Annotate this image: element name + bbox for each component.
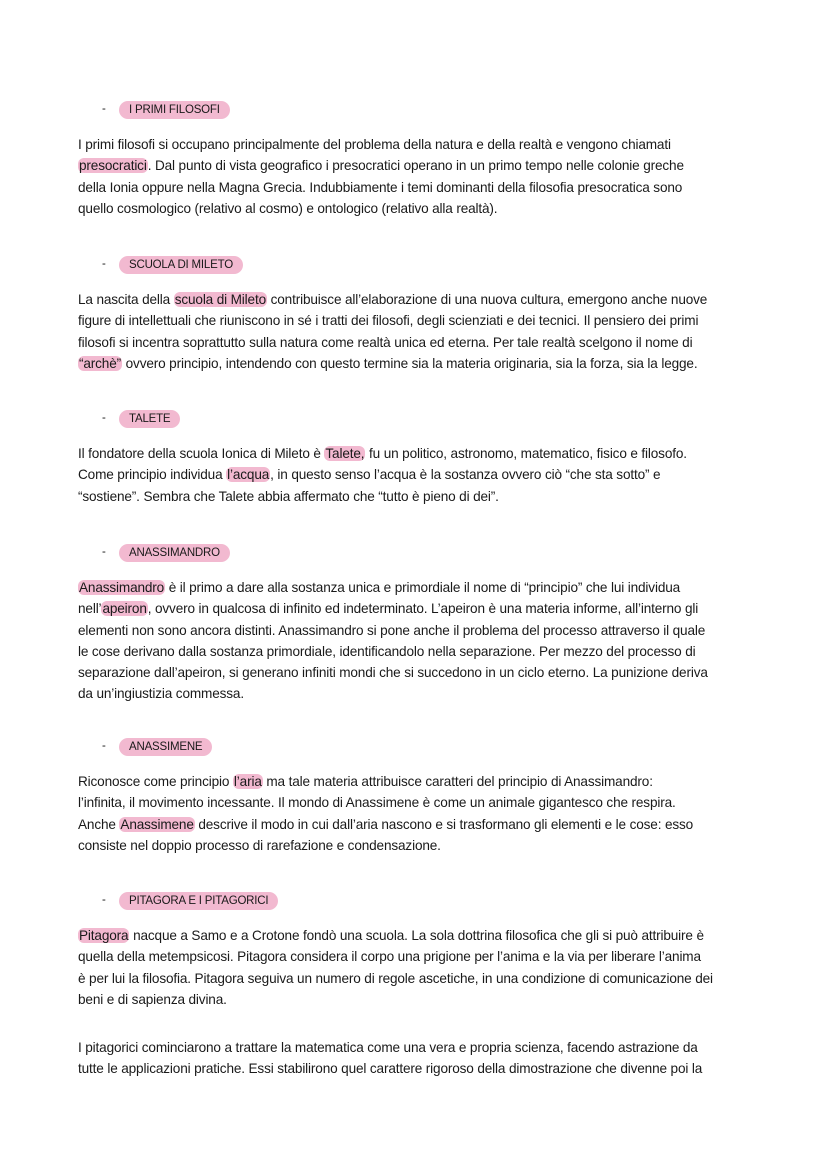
paragraph: [78, 443, 687, 507]
highlighted-term: l’acqua: [227, 467, 270, 483]
bullet-dash: -: [102, 894, 106, 906]
text-line: [78, 598, 708, 619]
paragraph: [78, 1037, 702, 1080]
text-line: [78, 968, 713, 989]
text-span: quello cosmologico (relativo al cosmo) e ontologico (relativo alla realtà).: [78, 200, 498, 216]
highlighted-term: scuola di Mileto: [174, 292, 266, 307]
text-line: [78, 925, 713, 946]
text-span: , ovvero in qualcosa di infinito ed indeterminato. L’apeiron è una materia informe, all’interno gli: [147, 601, 699, 617]
text-line: [78, 1058, 702, 1079]
section-i-primi-filosofi: [78, 101, 758, 216]
text-line: [78, 134, 684, 155]
text-span: Anche: [78, 816, 120, 832]
text-span: Riconosce come principio: [78, 774, 233, 789]
text-line: [78, 577, 708, 598]
text-line: [78, 289, 707, 310]
text-span: fu un politico, astronomo, matematico, fisico e filosofo.: [365, 446, 687, 461]
text-span: elementi non sono ancora distinti. Anassimandro si pone anche il problema del processo attraverso il quale: [78, 622, 706, 638]
text-line: [78, 662, 708, 683]
section-scuola-di-mileto: [78, 256, 758, 371]
text-span: beni e di sapienza divina.: [78, 991, 227, 1007]
text-line: [78, 177, 684, 198]
section-anassimene: [78, 738, 758, 853]
text-span: da un’ingiustizia commessa.: [78, 686, 244, 702]
text-span: separazione dall’apeiron, si generano infiniti mondi che si succedono in un ciclo eterno. La punizione deriva: [78, 665, 708, 681]
text-line: [78, 155, 684, 176]
section-heading: [102, 892, 758, 912]
section-title: ANASSIMANDRO: [119, 544, 230, 562]
text-span: I primi filosofi si occupano principalmente del problema della natura e della realtà e vengono chiamati: [78, 137, 671, 152]
bullet-dash: -: [102, 258, 106, 270]
section-heading: [102, 410, 758, 430]
text-span: descrive il modo in cui dall’aria nascono e si trasformano gli elementi e le cose: esso: [194, 816, 694, 832]
text-span: ma tale materia attribuisce caratteri del principio di Anassimandro:: [262, 774, 653, 789]
section-title: TALETE: [119, 410, 180, 428]
section-talete: [78, 410, 758, 504]
paragraph: [78, 925, 713, 1010]
bullet-dash: -: [102, 103, 106, 115]
section-heading: [102, 256, 758, 276]
text-span: l’infinita, il movimento incessante. Il mondo di Anassimene è come un animale gigantesco che respira.: [78, 795, 676, 811]
text-line: [78, 353, 707, 374]
bullet-dash: -: [102, 546, 106, 558]
section-heading: [102, 544, 758, 564]
text-span: nell’: [78, 601, 102, 617]
section-title: ANASSIMENE: [119, 738, 212, 756]
section-heading: [102, 738, 758, 758]
section-pitagora-e-i-pitagorici: [78, 892, 758, 1077]
highlighted-term: Talete,: [325, 446, 365, 461]
text-line: [78, 989, 713, 1010]
text-span: La nascita della: [78, 292, 174, 307]
text-line: [78, 683, 708, 704]
text-span: “sostiene”. Sembra che Talete abbia affermato che “tutto è pieno di dei”.: [78, 488, 499, 504]
text-span: nacque a Samo e a Crotone fondò una scuola. La sola dottrina filosofica che gli si può attribuire è: [129, 928, 704, 943]
highlighted-term: “archè”: [79, 355, 122, 371]
text-line: [78, 486, 687, 507]
text-span: è per lui la filosofia. Pitagora seguiva un numero di regole ascetiche, in una condizione di comunicazione dei: [78, 970, 713, 986]
text-line: [78, 443, 687, 464]
paragraph: [78, 289, 707, 374]
section-title: SCUOLA DI MILETO: [119, 256, 243, 274]
text-line: [78, 464, 687, 485]
highlighted-term: l’aria: [233, 774, 262, 789]
text-span: filosofi si incentra soprattutto sulla natura come realtà unica ed eterna. Per tale realtà scelgono il nome di: [78, 334, 693, 350]
text-line: [78, 198, 684, 219]
section-heading: [102, 101, 758, 121]
highlighted-term: Anassimene: [120, 816, 194, 832]
text-line: [78, 835, 693, 856]
highlighted-term: presocratici: [79, 158, 147, 174]
text-span: tutte le applicazioni pratiche. Essi stabilirono quel carattere rigoroso della dimostrazione che divenne poi la: [78, 1061, 703, 1077]
text-span: le cose derivano dalla sostanza primordiale, identificandolo nella separazione. Per mezzo del processo di: [78, 643, 696, 659]
text-span: I pitagorici cominciarono a trattare la matematica come una vera e propria scienza, facendo astrazione da: [78, 1040, 698, 1055]
text-line: [78, 814, 693, 835]
paragraph: [78, 577, 708, 705]
text-line: [78, 792, 693, 813]
highlighted-term: Anassimandro: [79, 580, 165, 595]
text-span: figure di intellettuali che riuniscono in sé i tratti dei filosofi, degli scienziati e dei tecnici. Il pensiero dei primi: [78, 313, 699, 329]
bullet-dash: -: [102, 412, 106, 424]
text-span: consiste nel doppio processo di rarefazione e condensazione.: [78, 837, 441, 853]
section-title: PITAGORA E I PITAGORICI: [119, 892, 278, 910]
highlighted-term: Pitagora: [79, 928, 129, 943]
text-line: [78, 310, 707, 331]
paragraph: [78, 771, 693, 856]
text-span: è il primo a dare alla sostanza unica e primordiale il nome di “principio” che lui individua: [165, 580, 681, 595]
paragraph: [78, 134, 684, 219]
text-line: [78, 620, 708, 641]
text-span: . Dal punto di vista geografico i presocratici operano in un primo tempo nelle colonie greche: [147, 158, 684, 174]
text-span: ovvero principio, intendendo con questo termine sia la materia originaria, sia la forza, sia la legge.: [122, 355, 698, 371]
text-span: Come principio individua: [78, 467, 227, 483]
text-line: [78, 946, 713, 967]
text-line: [78, 641, 708, 662]
section-title: I PRIMI FILOSOFI: [119, 101, 230, 119]
text-span: contribuisce all’elaborazione di una nuova cultura, emergono anche nuove: [267, 292, 708, 307]
section-anassimandro: [78, 544, 758, 702]
bullet-dash: -: [102, 740, 106, 752]
text-span: quella della metempsicosi. Pitagora considera il corpo una prigione per l’anima e la via per liberare l’anima: [78, 949, 701, 965]
highlighted-term: apeiron: [102, 601, 147, 617]
text-line: [78, 771, 693, 792]
text-span: della Ionia oppure nella Magna Grecia. Indubbiamente i temi dominanti della filosofia presocratica sono: [78, 179, 683, 195]
text-line: [78, 332, 707, 353]
text-line: [78, 1037, 702, 1058]
text-span: , in questo senso l’acqua è la sostanza ovvero ciò “che sta sotto” e: [270, 467, 661, 483]
text-span: Il fondatore della scuola Ionica di Mileto è: [78, 446, 325, 461]
